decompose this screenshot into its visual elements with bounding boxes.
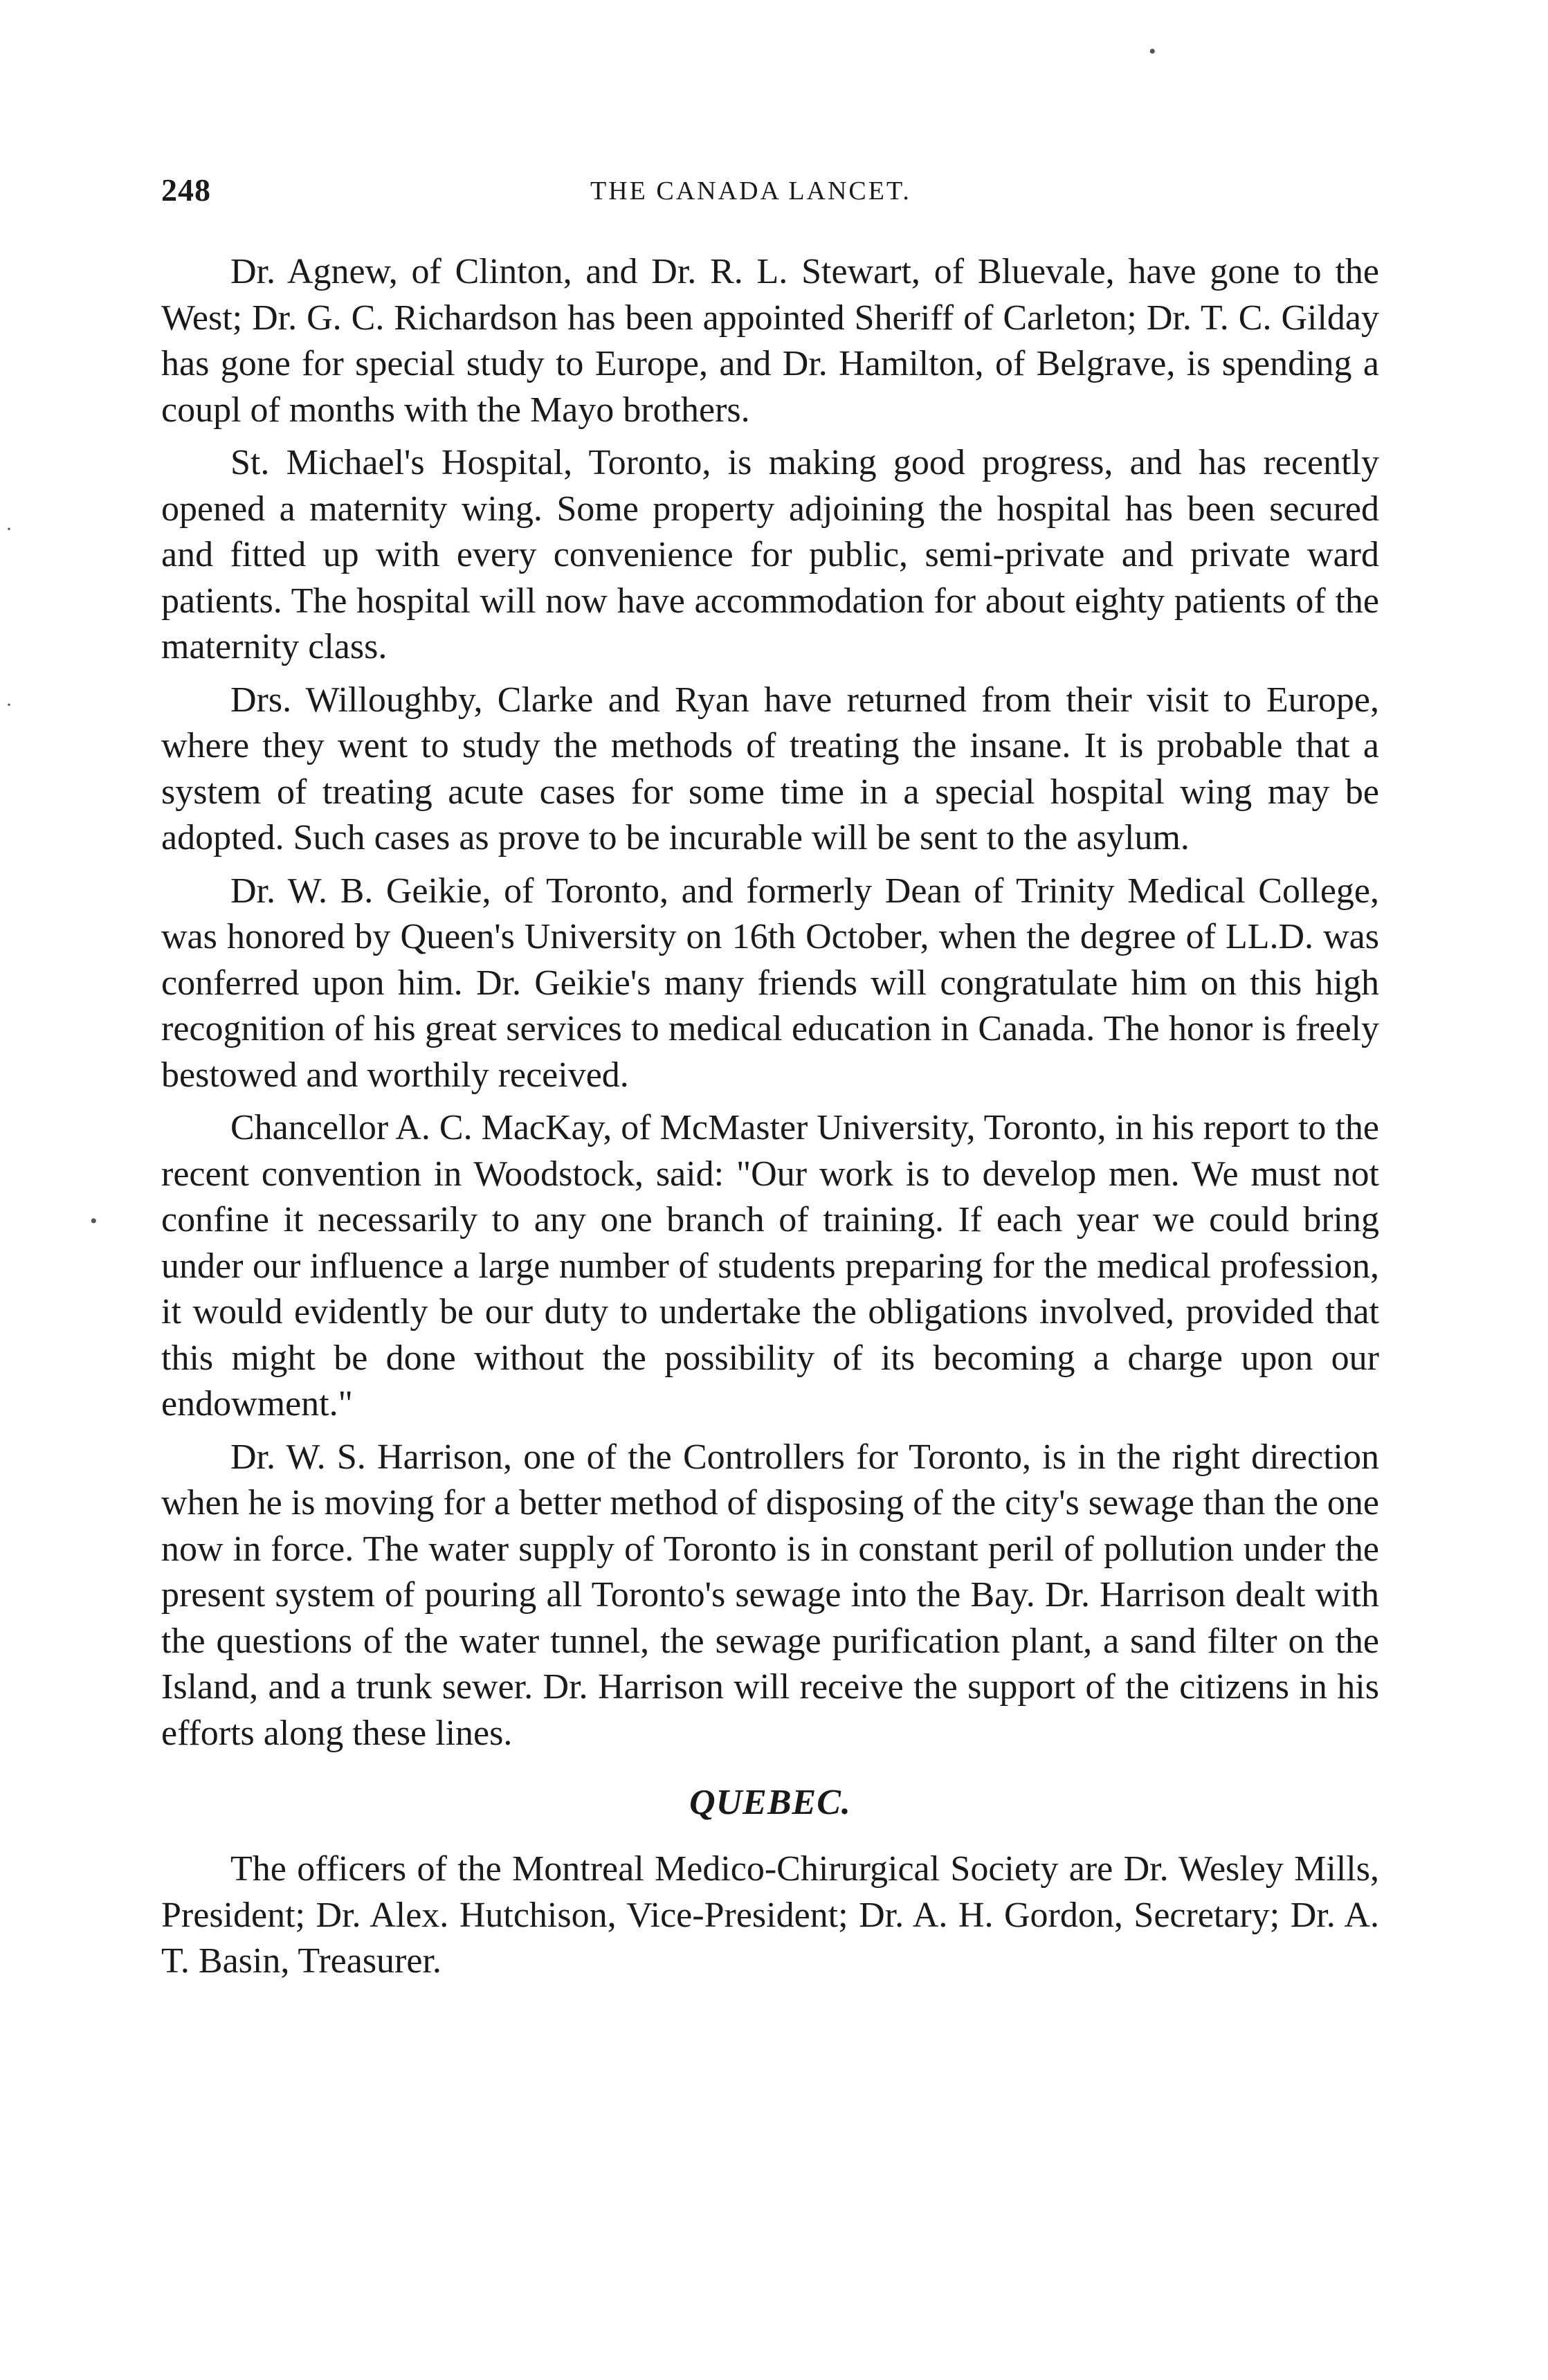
margin-ink-mark: · xyxy=(6,518,12,541)
paragraph-drs-return-from-europe: Drs. Willoughby, Clarke and Ryan have returned from their visit to Europe, where they went to study the methods of treating the insane. It is probable that a system of treating acute cases for some time in a special hospital wing may be adopted. Such cases as prove to be incurable will be sent to the asylum. xyxy=(161,680,1379,857)
page-number: 248 xyxy=(161,172,211,208)
paragraph-st-michaels-hospital: St. Michael's Hospital, Toronto, is making good progress, and has recently opened a maternity wing. Some property adjoining the hospital has been secured and fitted up with every convenience for public, semi-private and private ward patients. The hospital will now have accommodation for about eighty patients of the maternity class. xyxy=(161,443,1379,666)
paragraph-harrison-sewage: Dr. W. S. Harrison, one of the Controllers for Toronto, is in the right direction when he is moving for a better method of disposing of the city's sewage than the one now in force. The water supply of Toronto is in constant peril of pollution under the present system of pouring all Toronto's sewage into the Bay. Dr. Harrison dealt with the questions of the water tunnel, the sewage purification plant, a sand filter on the Island, and a trunk sewer. Dr. Harrison will receive the support of the citizens in his efforts along these lines. xyxy=(161,1437,1379,1753)
journal-title: THE CANADA LANCET. xyxy=(590,176,911,206)
margin-ink-mark: · xyxy=(6,693,12,716)
paragraph-personal-notes: Dr. Agnew, of Clinton, and Dr. R. L. Stewart, of Bluevale, have gone to the West; Dr. G. C. Richardson has been appointed Sheriff of Carleton; Dr. T. C. Gilday has gone for special study to Europe, and Dr. Hamilton, of Belgrave, is spending a coupl of months with the Mayo brothers. xyxy=(161,252,1379,430)
article-body xyxy=(161,249,1379,1992)
paragraph-montreal-society-officers: The officers of the Montreal Medico-Chirurgical Society are Dr. Wesley Mills, President; Dr. Alex. Hutchison, Vice-President; Dr. A. H. Gordon, Secretary; Dr. A. T. Basin, Treasurer. xyxy=(161,1849,1379,1981)
running-head xyxy=(161,172,1379,213)
section-heading-quebec: QUEBEC. xyxy=(689,1783,851,1822)
stray-ink-mark: • xyxy=(1149,40,1156,63)
paragraph-mackay-report: Chancellor A. C. MacKay, of McMaster University, Toronto, in his report to the recent convention in Woodstock, said: "Our work is to develop men. We must not confine it necessarily to any one branch of training. If each year we could bring under our influence a large number of students preparing for the medical profession, it would evidently be our duty to undertake the obligations involved, provided that this might be done without the possibility of its becoming a charge upon our endowment." xyxy=(161,1108,1379,1424)
paragraph-geikie-honored: Dr. W. B. Geikie, of Toronto, and formerly Dean of Trinity Medical College, was honored by Queen's University on 16th October, when the degree of LL.D. was conferred upon him. Dr. Geikie's many friends will congratulate him on this high recognition of his great services to medical education in Canada. The honor is freely bestowed and worthily received. xyxy=(161,871,1379,1095)
margin-ink-mark: • xyxy=(90,1210,98,1233)
